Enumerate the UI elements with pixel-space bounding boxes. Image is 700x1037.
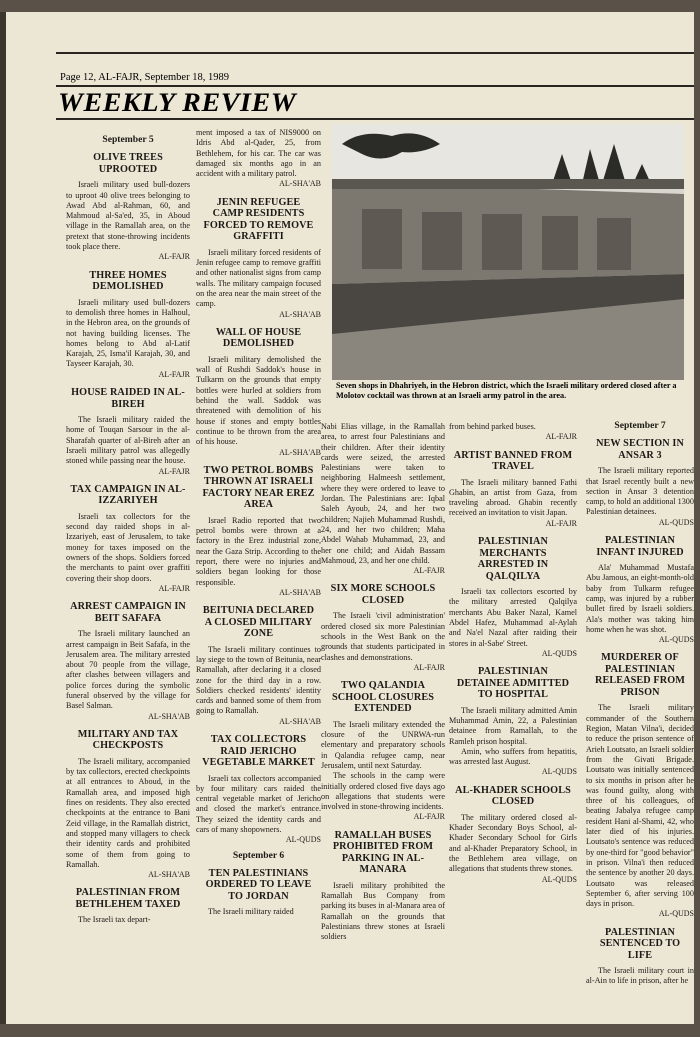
article-text: The Israeli 'civil administration' ordered closed six more Palestinian schools in the West Bank on the grounds that students participated in clashes and demonstrations.	[321, 611, 445, 662]
headline: WALL OF HOUSE DEMOLISHED	[215, 326, 302, 350]
headline: NEW SECTION IN ANSAR 3	[596, 438, 684, 461]
column-1	[66, 130, 190, 926]
headline: AL-KHADER SCHOOLS CLOSED	[455, 784, 571, 808]
column-5	[586, 416, 694, 987]
headline: HOUSE RAIDED IN AL-BIREH	[71, 387, 185, 410]
article-text: The military ordered closed al-Khader Secondary Boys School, al-Khader Secondary School for Girls and al-Khader Preparatory School, in the Bethlehem area village, on allegations that students threw stones.	[449, 812, 577, 874]
source-credit: AL-SHA'AB	[148, 870, 190, 880]
headline: BEITUNIA DECLARED A CLOSED MILITARY ZONE	[202, 605, 315, 640]
column-4	[449, 422, 577, 887]
headline: TWO QALANDIA SCHOOL CLOSURES EXTENDED	[332, 680, 434, 715]
article-text: The Israeli military continues to lay siege to the town of Beitunia, near Ramallah, after declaring it a closed zone for the third day in a row. Soldiers checked residents' identity cards and banned some of them from going to Ramallah.	[196, 644, 321, 716]
article-text: The Israeli military raided the home of Touqan Sarsour in the al-Sharafah quarter of al-Bireh after an Israeli military patrol was allegedly stoned while passing near the house.	[66, 415, 190, 466]
article-text: Ala' Muhammad Mustafa Abu Jamous, an eight-month-old baby from Tulkarm refugee camp, was injured by a rubber bullet fired by Israeli soldiers. Ala's mother was taking him home when he was shot.	[586, 563, 694, 634]
source-credit: AL-FAJR	[158, 583, 190, 593]
source-credit: AL-QUDS	[658, 635, 694, 645]
source-credit: AL-FAJR	[413, 662, 445, 672]
article-text: The Israeli military commander of the Southern Region, Matan Vilna'i, decided to reduce the prison sentence of Arieh Loutsato, an Israeli soldier from the Givati Brigade. Loutsato was initially sentenced to six months in prison after he was found guilty, along with three of his colleagues, of beating Jabalya refugee camp resident Hani al-Shami, 42, who later died of his injuries. Loutsato's sentence was reduced by one-third for "good behavior" in prison. Vilna'i then reduced the sentence by another 20 days. Loutsato was released September 6, after serving 100 days in prison.	[586, 703, 694, 909]
section-title: WEEKLY REVIEW	[58, 88, 297, 117]
headline: OLIVE TREES UPROOTED	[93, 152, 163, 175]
article-text: Israeli tax collectors for the second day raided shops in al-Izzariyeh, east of Jerusalem, to take money for taxes imposed on the owners of the shops. Soldiers forced the merchants to paint over graffiti covering their shop doors.	[66, 511, 190, 583]
article-text: The Israeli military, accompanied by tax collectors, erected checkpoints at all entrances to Aboud, in the Ramallah area, and imposed high fines on residents. They also erected checkpoints at the entrance to Bani Zeid village, in the Ramallah district, and stopped many villagers to check their identity cards and prohibited some of them from going to Ramallah.	[66, 756, 190, 869]
article-text: Israeli tax collectors accompanied by four military cars raided the central vegetable market of Jericho and closed the market's entrance. They seized the identity cards and cars of many shopowners.	[196, 773, 321, 835]
newspaper-page	[6, 12, 694, 1024]
source-credit: AL-SHA'AB	[279, 309, 321, 319]
article-text: Israeli military prohibited the Ramallah Bus Company from parking its buses in al-Manara area of Ramallah on the grounds that Palestinians threw stones at Israeli soldiers	[321, 880, 445, 942]
photo-dhahriyeh-shops	[332, 124, 684, 380]
source-credit: AL-QUDS	[658, 909, 694, 919]
headline: THREE HOMES DEMOLISHED	[89, 269, 167, 293]
headline: ARREST CAMPAIGN IN BEIT SAFAFA	[70, 601, 186, 624]
column-3	[321, 422, 445, 942]
article-text: Israeli tax collectors escorted by the military arrested Qalqilya merchants Abu Baker Nazal, Kamel Abdel Hafez, Muhammad al-Aylah and Na'el Nazal after raiding their stores in al-Sabe' Street.	[449, 587, 577, 648]
page-header: Page 12, AL-FAJR, September 18, 1989	[60, 72, 229, 83]
source-credit: AL-FAJR	[158, 466, 190, 476]
headline: SIX MORE SCHOOLS CLOSED	[330, 583, 436, 606]
source-credit: AL-SHA'AB	[279, 587, 321, 597]
source-credit: AL-QUDS	[658, 517, 694, 527]
article-text: The Israeli military reported that Israel recently built a new section in Ansar 3 detention camp, to hold an additional 1300 Palestinian detainees.	[586, 466, 694, 517]
column-2	[196, 128, 321, 918]
headline: PALESTINIAN DETAINEE ADMITTED TO HOSPITAL	[456, 666, 570, 701]
article-text: Nabi Elias village, in the Ramallah area, to arrest four Palestinians and their children. After their identity cards were seized, the arrested Palestinians were taken to neighboring Halmeesh settlement, where they were ordered to leave to Jordan. The Palestinians are: Iqbal Saleh Ayoub, 24, and her two children; Najieh Muhammad Rushdi, 24, and her two children; Maha Abdel Wahab Muhammad, 23, and her one child; and Aidah Bassam Mahmoud, 23, and her one child.	[321, 422, 445, 565]
source-credit: AL-SHA'AB	[279, 716, 321, 726]
headline: ARTIST BANNED FROM TRAVEL	[453, 449, 573, 473]
article-text: The schools in the camp were initially ordered closed five days ago on allegations that students were involved in stone-throwing incidents.	[321, 771, 445, 812]
article-text: ment imposed a tax of NIS9000 on Idris Abd al-Qader, 25, from Bethlehem, for his car. The car was damaged six months ago in an accident with a military patrol.	[196, 128, 321, 179]
photo-caption: Seven shops in Dhahriyeh, in the Hebron district, which the Israeli military ordered closed after a Molotov cocktail was thrown at an Israeli army patrol in the area.	[336, 381, 677, 400]
headline: PALESTINIAN INFANT INJURED	[596, 535, 684, 558]
headline: TAX CAMPAIGN IN AL-IZZARIYEH	[70, 483, 186, 507]
source-credit: AL-SHA'AB	[279, 179, 321, 189]
title-rule	[56, 118, 694, 120]
date-heading: September 7	[614, 420, 666, 431]
headline: TAX COLLECTORS RAID JERICHO VEGETABLE MARKET	[202, 734, 315, 769]
article-text: Israel Radio reported that two petrol bombs were thrown at a factory in the Erez industrial zone, near the Gaza Strip. According to the report, there were no injuries and soldiers began looking for those responsible.	[196, 515, 321, 587]
headline: RAMALLAH BUSES PROHIBITED FROM PARKING IN AL-MANARA	[332, 829, 434, 876]
source-credit: AL-SHA'AB	[279, 447, 321, 457]
source-credit: AL-SHA'AB	[148, 711, 190, 721]
article-text: The Israeli tax depart-	[78, 915, 151, 925]
source-credit: AL-FAJR	[545, 432, 577, 442]
headline: JENIN REFUGEE CAMP RESIDENTS FORCED TO REMOVE GRAFFITI	[203, 196, 314, 243]
headline: MILITARY AND TAX CHECKPOSTS	[77, 728, 179, 752]
date-heading: September 5	[102, 134, 154, 145]
article-text: The Israeli military raided	[208, 907, 294, 917]
source-credit: AL-QUDS	[541, 648, 577, 658]
article-text: The Israeli military court in al-Ain to life in prison, after he	[586, 966, 694, 986]
headline: TWO PETROL BOMBS THROWN AT ISRAELI FACTORY NEAR EREZ AREA	[202, 464, 315, 511]
source-credit: AL-QUDS	[285, 835, 321, 845]
photo-illustration	[332, 124, 684, 380]
source-credit: AL-FAJR	[413, 812, 445, 822]
source-credit: AL-FAJR	[413, 566, 445, 576]
article-text: The Israeli military admitted Amin Muhammad Amin, 22, a Palestinian detainee from Ramallah, to the Ramleh prison hospital.	[449, 705, 577, 746]
headline: PALESTINIAN FROM BETHLEHEM TAXED	[75, 887, 181, 910]
article-text: Israeli military used bull-dozers to demolish three homes in Halhoul, in the Hebron area, on the grounds of not having building licenses. The homes belong to Abd al-Latif Karajah, 25, Isma'il Karajah, 30, and Tayseer Karajah, 30.	[66, 297, 190, 369]
article-text: The Israeli military extended the closure of the UNRWA-run elementary and preparatory schools in Qalandia refugee camp, near Jerusalem, until next Saturday.	[321, 719, 445, 770]
headline: TEN PALESTINIANS ORDERED TO LEAVE TO JORDAN	[205, 867, 312, 902]
date-heading: September 6	[232, 849, 285, 861]
top-rule	[56, 52, 694, 54]
source-credit: AL-QUDS	[541, 874, 577, 884]
article-text: Israeli military demolished the wall of Rushdi Saddok's house in Tulkarm on the grounds that empty bottles were hurled at soldiers from behind the wall. Saddok was threatened with demolition of his house if stones and empty bottles continue to be thrown from the area of his house.	[196, 354, 321, 447]
headline: PALESTINIAN SENTENCED TO LIFE	[599, 926, 681, 961]
headline: PALESTINIAN MERCHANTS ARRESTED IN QALQILYA	[477, 536, 549, 582]
headline: MURDERER OF PALESTINIAN RELEASED FROM PRISON	[595, 652, 685, 698]
article-text: Israeli military used bull-dozers to uproot 40 olive trees belonging to Awad Abd al-Rahman, 60, and Mahmoud al-Sa'ed, 35, in Aboud village in the Ramallah area, on the pretext that stone-throwing incidents took place there.	[66, 180, 190, 252]
article-text: from behind parked buses.	[449, 422, 536, 431]
source-credit: AL-FAJR	[545, 518, 577, 528]
article-text: Israeli military forced residents of Jenin refugee camp to remove graffiti and other nationalist signs from camp walls. The military campaign focused on the area near the main street of the camp.	[196, 247, 321, 309]
article-text: Amin, who suffers from hepatitis, was arrested last August.	[449, 746, 577, 767]
source-credit: AL-QUDS	[541, 767, 577, 777]
article-text: The Israeli military banned Fathi Ghabin, an artist from Gaza, from traveling abroad. Ghabin recently received an invitation to visit Japan.	[449, 477, 577, 518]
article-text: The Israeli military launched an arrest campaign in Beit Safafa, in the Jerusalem area. The military arrested about 70 people from the village, after clashes between villagers and police forces during the symbolic funeral observed by the village for Basel Salman.	[66, 629, 190, 711]
source-credit: AL-FAJR	[158, 252, 190, 262]
header-rule	[56, 85, 694, 87]
source-credit: AL-FAJR	[158, 369, 190, 379]
